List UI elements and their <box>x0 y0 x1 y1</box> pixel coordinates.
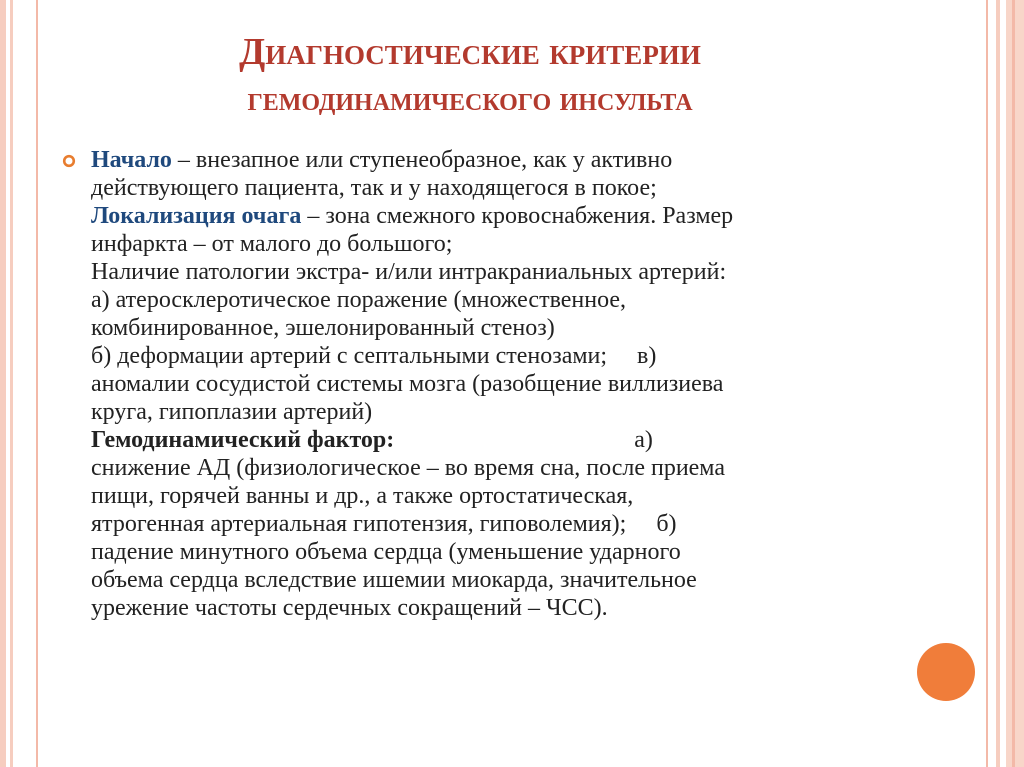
line-text: объема сердца вследствие ишемии миокарда, значительное <box>91 567 697 593</box>
body-line <box>91 174 941 202</box>
line-text: пищи, горячей ванны и др., а также ортостатическая, <box>91 483 634 509</box>
body-line <box>91 286 941 314</box>
line-text: комбинированное, эшелонированный стеноз) <box>91 315 555 341</box>
body-line <box>91 482 941 510</box>
line-text: а) атеросклеротическое поражение (множественное, <box>91 287 627 313</box>
line-text: круга, гипоплазии артерий) <box>91 399 373 425</box>
body-line <box>91 426 941 454</box>
keyword-label: Локализация очага <box>91 203 302 229</box>
title-line-2: гемодинамического инсульта <box>247 81 693 118</box>
line-text: снижение АД (физиологическое – во время сна, после приема <box>91 455 725 481</box>
line-text: а) <box>394 427 653 453</box>
orange-ring-bullet-icon <box>62 154 76 168</box>
body-line <box>91 314 941 342</box>
line-text: – зона смежного кровоснабжения. Размер <box>301 203 734 229</box>
line-text: б) деформации артерий с септальными стенозами; в) <box>91 343 657 369</box>
bold-label: Гемодинамический фактор: <box>91 427 395 453</box>
body-line <box>91 398 941 426</box>
decor-circle <box>917 643 975 701</box>
body-line <box>91 510 941 538</box>
slide-title <box>100 28 840 124</box>
line-text: Наличие патологии экстра- и/или интракраниальных артерий: <box>91 259 727 285</box>
body-line <box>91 258 941 286</box>
title-line-1: Диагностические критерии <box>239 31 701 73</box>
body-line <box>91 230 941 258</box>
body-line <box>91 342 941 370</box>
line-text: падение минутного объема сердца (уменьшение ударного <box>91 539 681 565</box>
body-line <box>91 538 941 566</box>
body-line <box>91 566 941 594</box>
body-line <box>91 594 941 622</box>
line-text: инфаркта – от малого до большого; <box>91 231 453 257</box>
line-text: урежение частоты сердечных сокращений – ЧСС). <box>91 595 608 621</box>
line-text: – внезапное или ступенеобразное, как у активно <box>171 147 673 173</box>
body-line <box>91 146 941 174</box>
line-text: действующего пациента, так и у находящегося в покое; <box>91 175 657 201</box>
line-text: ятрогенная артериальная гипотензия, гиповолемия); б) <box>91 511 677 537</box>
body-line <box>91 202 941 230</box>
body-line <box>91 454 941 482</box>
slide-body-text <box>91 146 941 622</box>
keyword-label: Начало <box>91 147 172 173</box>
body-line <box>91 370 941 398</box>
line-text: аномалии сосудистой системы мозга (разобщение виллизиева <box>91 371 724 397</box>
